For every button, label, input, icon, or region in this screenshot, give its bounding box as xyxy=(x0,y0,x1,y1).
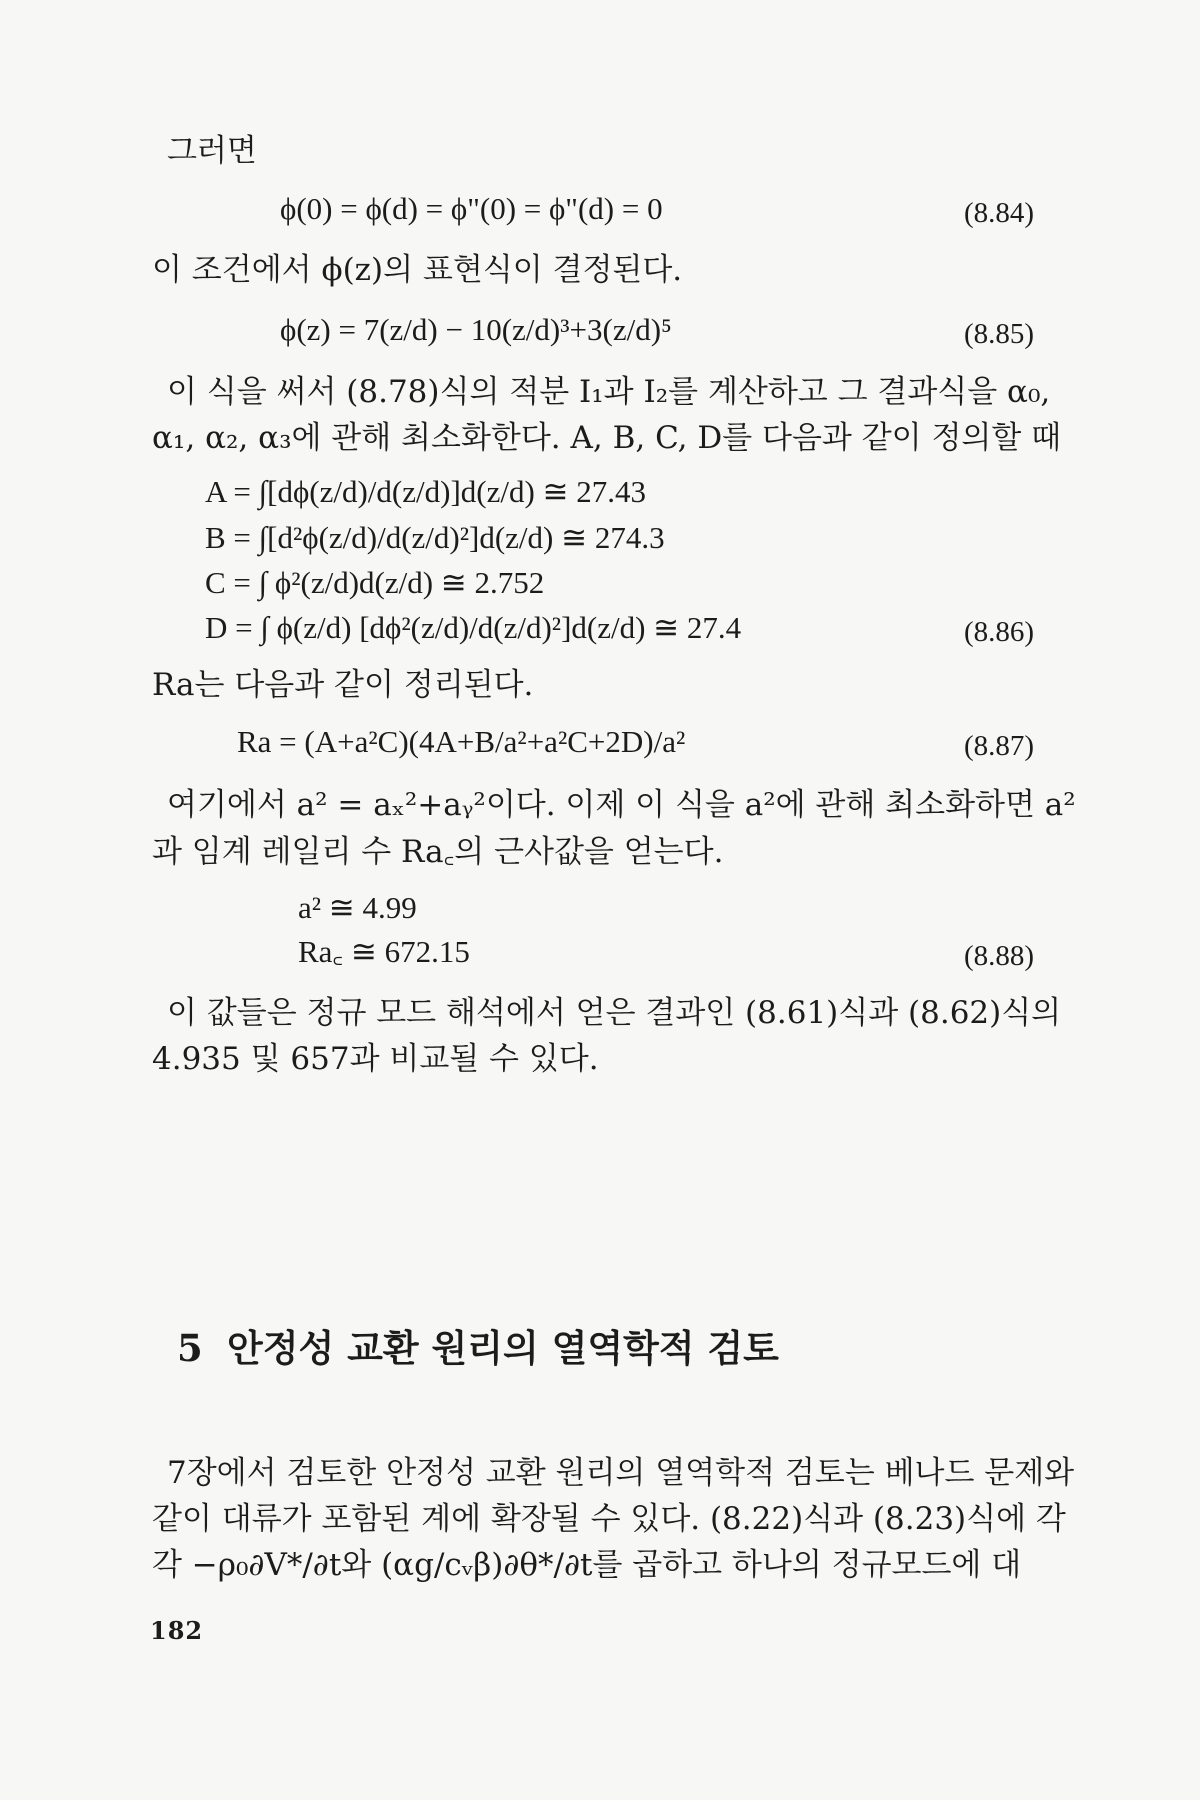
paragraph-line: 이 조건에서 ϕ(z)의 표현식이 결정된다. xyxy=(152,252,683,288)
equation-B: B = ∫[d²ϕ(z/d)/d(z/d)²]d(z/d) ≅ 274.3 xyxy=(205,520,665,555)
paragraph-line: 같이 대류가 포함된 계에 확장될 수 있다. (8.22)식과 (8.23)식에 각 xyxy=(152,1501,1066,1537)
section-title: 안정성 교환 원리의 열역학적 검토 xyxy=(227,1326,779,1370)
equation-number: (8.85) xyxy=(964,318,1035,350)
paragraph-line: 과 임계 레일리 수 Ra꜀의 근사값을 얻는다. xyxy=(152,834,724,870)
equation-8-88-b: Ra꜀ ≅ 672.15 xyxy=(298,934,470,969)
equation-A: A = ∫[dϕ(z/d)/d(z/d)]d(z/d) ≅ 27.43 xyxy=(205,474,647,509)
equation-number: (8.87) xyxy=(964,730,1035,762)
equation-8-85: ϕ(z) = 7(z/d) − 10(z/d)³+3(z/d)⁵ xyxy=(280,312,672,347)
paragraph-line: Ra는 다음과 같이 정리된다. xyxy=(152,667,534,703)
equation-8-87: Ra = (A+a²C)(4A+B/a²+a²C+2D)/a² xyxy=(237,724,686,759)
paragraph-line: 이 값들은 정규 모드 해석에서 얻은 결과인 (8.61)식과 (8.62)식의 xyxy=(167,995,1062,1031)
equation-C: C = ∫ ϕ²(z/d)d(z/d) ≅ 2.752 xyxy=(205,565,545,600)
paragraph-line: 여기에서 a² = aₓ²+aᵧ²이다. 이제 이 식을 a²에 관해 최소화하면 a² xyxy=(167,787,1076,823)
page-number: 182 xyxy=(150,1616,204,1645)
paragraph-line: 각 −ρ₀∂V*/∂t와 (αg/cᵥβ)∂θ*/∂t를 곱하고 하나의 정규모드에 대 xyxy=(152,1547,1022,1583)
section-number: 5 xyxy=(177,1326,203,1370)
paragraph-line: α₁, α₂, α₃에 관해 최소화한다. A, B, C, D를 다음과 같이 정의할 때 xyxy=(152,420,1062,456)
equation-D: D = ∫ ϕ(z/d) [dϕ²(z/d)/d(z/d)²]d(z/d) ≅ 27.4 xyxy=(205,610,742,645)
section-heading xyxy=(177,1324,779,1372)
equation-8-88-a: a² ≅ 4.99 xyxy=(298,890,417,925)
paragraph-line: 7장에서 검토한 안정성 교환 원리의 열역학적 검토는 베나드 문제와 xyxy=(167,1455,1075,1491)
paragraph-line: 이 식을 써서 (8.78)식의 적분 I₁과 I₂를 계산하고 그 결과식을 α₀, xyxy=(167,374,1051,410)
equation-number: (8.88) xyxy=(964,940,1035,972)
paragraph-line: 4.935 및 657과 비교될 수 있다. xyxy=(152,1041,599,1077)
equation-number: (8.84) xyxy=(964,197,1035,229)
paragraph-line: 그러면 xyxy=(167,133,257,169)
equation-number: (8.86) xyxy=(964,616,1035,648)
equation-8-84: ϕ(0) = ϕ(d) = ϕ"(0) = ϕ"(d) = 0 xyxy=(280,191,663,226)
